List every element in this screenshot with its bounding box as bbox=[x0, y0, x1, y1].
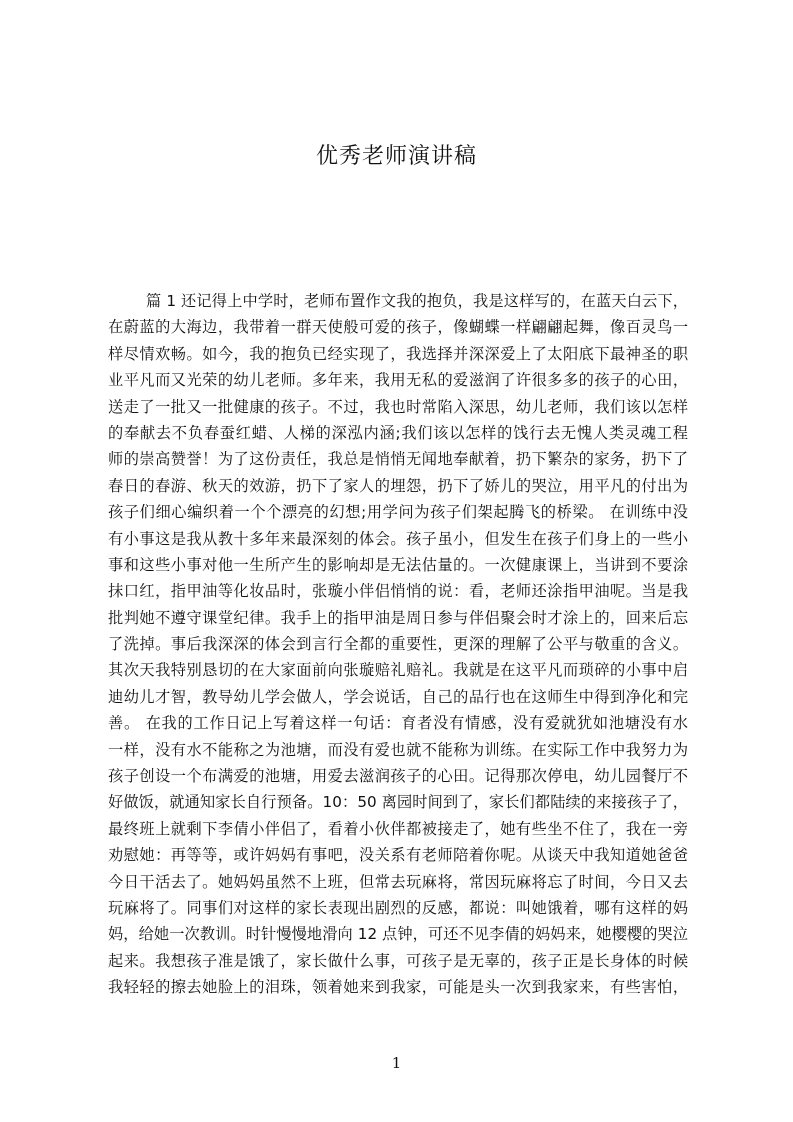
text-line: 批判她不遵守课堂纪律。我手上的指甲油是周日参与伴侣聚会时才涂上的，回来后忘 bbox=[108, 608, 688, 627]
text-line: 好做饭，就通知家长自行预备。10：50 离园时间到了，家长们都陆续的来接孩子了， bbox=[108, 793, 688, 812]
text-line: 了洗掉。事后我深深的体会到言行全都的重要性，更深的理解了公平与敬重的含义。 bbox=[108, 635, 688, 654]
text-line: 春日的春游、秋天的效游，扔下了家人的埋怨，扔下了娇儿的哭泣，用平凡的付出为 bbox=[108, 476, 688, 495]
text-line: 一样，没有水不能称之为池塘，而没有爱也就不能称为训练。在实际工作中我努力为 bbox=[108, 740, 688, 759]
page-number: 1 bbox=[391, 1054, 402, 1072]
text-line: 今日干活去了。她妈妈虽然不上班，但常去玩麻将，常因玩麻将忘了时间，今日又去 bbox=[108, 872, 688, 891]
document-title: 优秀老师演讲稿 bbox=[315, 144, 477, 169]
text-line: 最终班上就剩下李倩小伴侣了，看着小伙伴都被接走了，她有些坐不住了，我在一旁 bbox=[108, 819, 688, 838]
text-line: 其次天我特别恳切的在大家面前向张璇赔礼赔礼。我就是在这平凡而琐碎的小事中启 bbox=[108, 661, 688, 680]
text-line: 送走了一批又一批健康的孩子。不过，我也时常陷入深思，幼儿老师，我们该以怎样 bbox=[108, 397, 688, 416]
text-line: 孩子们细心编织着一个个漂亮的幻想;用学问为孩子们架起腾飞的桥梁。 在训练中没 bbox=[108, 503, 688, 522]
text-line: 篇 1 还记得上中学时，老师布置作文我的抱负，我是这样写的，在蓝天白云下， bbox=[146, 292, 688, 310]
text-line: 的奉献去不负春蚕红蜡、人梯的深泓内涵;我们该以怎样的饯行去无愧人类灵魂工程 bbox=[108, 423, 688, 442]
text-line: 劝慰她：再等等，或许妈妈有事吧，没关系有老师陪着你呢。从谈天中我知道她爸爸 bbox=[108, 846, 688, 865]
text-line: 抹口红，指甲油等化妆品时，张璇小伴侣悄悄的说：看，老师还涂指甲油呢。当是我 bbox=[108, 582, 688, 601]
document-body bbox=[108, 288, 688, 1001]
text-line: 有小事这是我从教十多年来最深刻的体会。孩子虽小，但发生在孩子们身上的一些小 bbox=[108, 529, 688, 548]
text-line: 师的崇高赞誉！为了这份责任，我总是悄悄无闻地奉献着，扔下繁杂的家务，扔下了 bbox=[108, 450, 688, 469]
text-line: 迪幼儿才智，教导幼儿学会做人，学会说话，自己的品行也在这师生中得到净化和完 bbox=[108, 687, 688, 706]
text-line: 在蔚蓝的大海边，我带着一群天使般可爱的孩子，像蝴蝶一样翩翩起舞，像百灵鸟一 bbox=[108, 318, 688, 337]
text-line: 起来。我想孩子准是饿了，家长做什么事，可孩子是无辜的，孩子正是长身体的时候 bbox=[108, 951, 688, 970]
text-line: 我轻轻的擦去她脸上的泪珠，领着她来到我家，可能是头一次到我家来，有些害怕， bbox=[108, 978, 688, 997]
text-line: 玩麻将了。同事们对这样的家长表现出剧烈的反感，都说：叫她饿着，哪有这样的妈 bbox=[108, 898, 688, 917]
text-line: 事和这些小事对他一生所产生的影响却是无法估量的。一次健康课上，当讲到不要涂 bbox=[108, 555, 688, 574]
text-line: 孩子创设一个布满爱的池塘，用爱去滋润孩子的心田。记得那次停电，幼儿园餐厅不 bbox=[108, 767, 688, 786]
text-line: 样尽情欢畅。如今，我的抱负已经实现了，我选择并深深爱上了太阳底下最神圣的职 bbox=[108, 344, 688, 363]
text-line: 妈，给她一次教训。时针慢慢地滑向 12 点钟，可还不见李倩的妈妈来，她樱樱的哭泣 bbox=[108, 925, 688, 944]
text-line: 善。 在我的工作日记上写着这样一句话：育者没有情感，没有爱就犹如池塘没有水 bbox=[108, 714, 688, 733]
text-line: 业平凡而又光荣的幼儿老师。多年来，我用无私的爱滋润了许很多多的孩子的心田， bbox=[108, 371, 688, 390]
